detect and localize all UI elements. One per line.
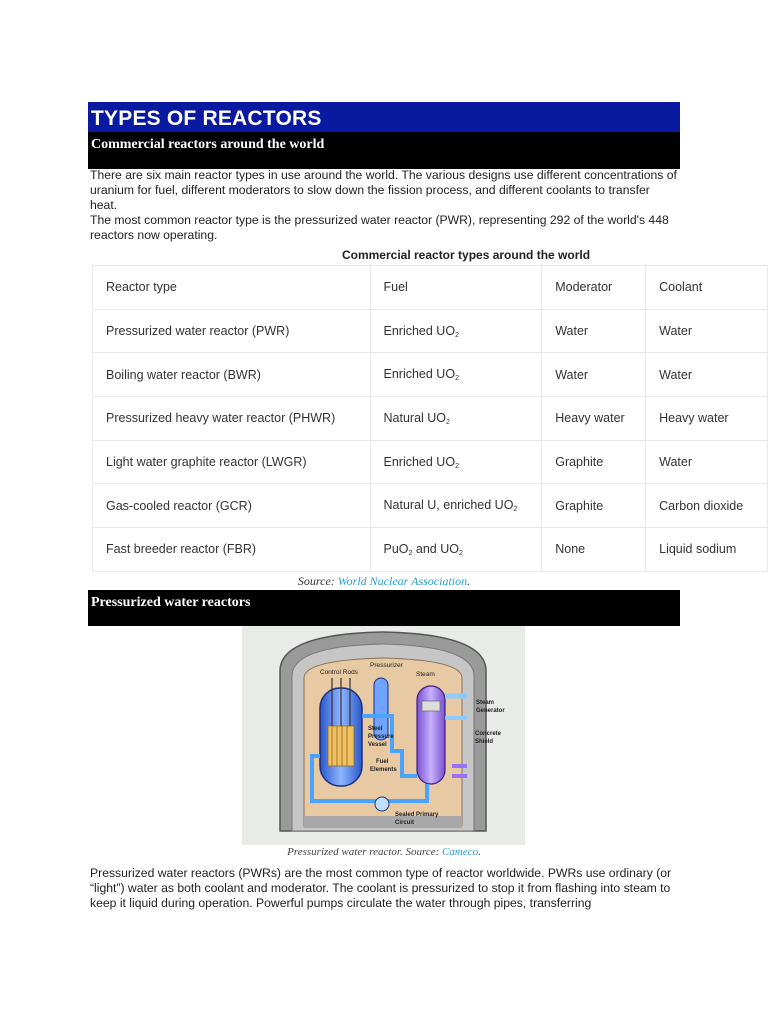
cell-coolant: Water [646, 440, 768, 484]
cell-reactor-type: Pressurized water reactor (PWR) [93, 309, 371, 353]
label-vessel-2: Pressure [368, 734, 394, 740]
label-pressurizer: Pressurizer [370, 662, 403, 669]
label-fuel-1: Fuel [376, 759, 389, 765]
table-row [93, 353, 768, 397]
cell-coolant: Water [646, 353, 768, 397]
cell-moderator: None [542, 528, 646, 572]
label-concrete-1: Concrete [475, 731, 502, 737]
table-row [93, 397, 768, 441]
intro-paragraph-2: The most common reactor type is the pressurized water reactor (PWR), representing 292 of the world's 448 reactors now operating. [90, 213, 669, 242]
pwr-diagram [242, 626, 525, 845]
page-title: TYPES OF REACTORS [88, 102, 680, 132]
cell-reactor-type: Boiling water reactor (BWR) [93, 353, 371, 397]
label-vessel-1: Steel [368, 726, 383, 732]
intro-paragraph-1: There are six main reactor types in use around the world. The various designs use different concentrations of uranium for fuel, different moderators to slow down the fission process, and different coolants to transfer heat. [90, 168, 677, 212]
cell-fuel: Enriched $UO_2$ [370, 309, 542, 353]
cell-coolant: Carbon dioxide [646, 484, 768, 528]
pwr-paragraph: Pressurized water reactors (PWRs) are the most common type of reactor worldwide. PWRs use ordinary (or “light”) water as both coolant and moderator. The coolant is pressurized to stop it from flashing into steam to keep it liquid during operation. Powerful pumps circulate the water through pipes, transferring [90, 866, 672, 910]
section-heading: Pressurized water reactors [88, 590, 680, 626]
table-row [93, 309, 768, 353]
cell-coolant: Liquid sodium [646, 528, 768, 572]
cell-fuel: Natural U, enriched $UO_2$ [370, 484, 542, 528]
cell-reactor-type: Gas-cooled reactor (GCR) [93, 484, 371, 528]
cell-fuel: PuO$_2$ and $UO_2$ [370, 528, 542, 572]
cell-moderator: Heavy water [542, 397, 646, 441]
cell-reactor-type: Fast breeder reactor (FBR) [93, 528, 371, 572]
source-link[interactable]: World Nuclear Association [337, 574, 468, 588]
header-coolant: Coolant [646, 266, 768, 310]
table-header-row [93, 266, 768, 310]
table-row [93, 528, 768, 572]
cell-moderator: Water [542, 309, 646, 353]
cell-fuel: Enriched $UO_2$ [370, 440, 542, 484]
cell-moderator: Water [542, 353, 646, 397]
cell-fuel: Natural $UO_2$ [370, 397, 542, 441]
label-steam-generator-2: Generator [476, 708, 505, 714]
table-row [93, 484, 768, 528]
page-subtitle: Commercial reactors around the world [88, 132, 680, 169]
pump-icon [375, 797, 389, 811]
cell-reactor-type: Pressurized heavy water reactor (PHWR) [93, 397, 371, 441]
label-control-rods: Control Rods [320, 669, 358, 676]
header-moderator: Moderator [542, 266, 646, 310]
label-circuit-1: Sealed Primary [395, 812, 439, 818]
caption-link[interactable]: Cameco [442, 846, 479, 858]
label-steam-generator-1: Steam [476, 700, 495, 706]
label-fuel-2: Elements [370, 767, 397, 773]
cell-fuel: Enriched $UO_2$ [370, 353, 542, 397]
header-fuel: Fuel [370, 266, 542, 310]
label-concrete-2: Shield [475, 739, 494, 745]
table-row [93, 440, 768, 484]
cell-moderator: Graphite [542, 440, 646, 484]
label-vessel-3: Vessel [368, 742, 387, 748]
reactor-types-table [92, 265, 768, 572]
header-reactor-type: Reactor type [93, 266, 371, 310]
label-steam: Steam [416, 671, 435, 678]
label-circuit-2: Circuit [395, 820, 415, 826]
table-caption: Commercial reactor types around the world [341, 248, 591, 262]
cell-coolant: Heavy water [646, 397, 768, 441]
cell-coolant: Water [646, 309, 768, 353]
cell-moderator: Graphite [542, 484, 646, 528]
figure-caption: Pressurized water reactor. Source: Cameco. [287, 846, 481, 858]
table-source: Source: World Nuclear Association. [297, 574, 471, 588]
cell-reactor-type: Light water graphite reactor (LWGR) [93, 440, 371, 484]
